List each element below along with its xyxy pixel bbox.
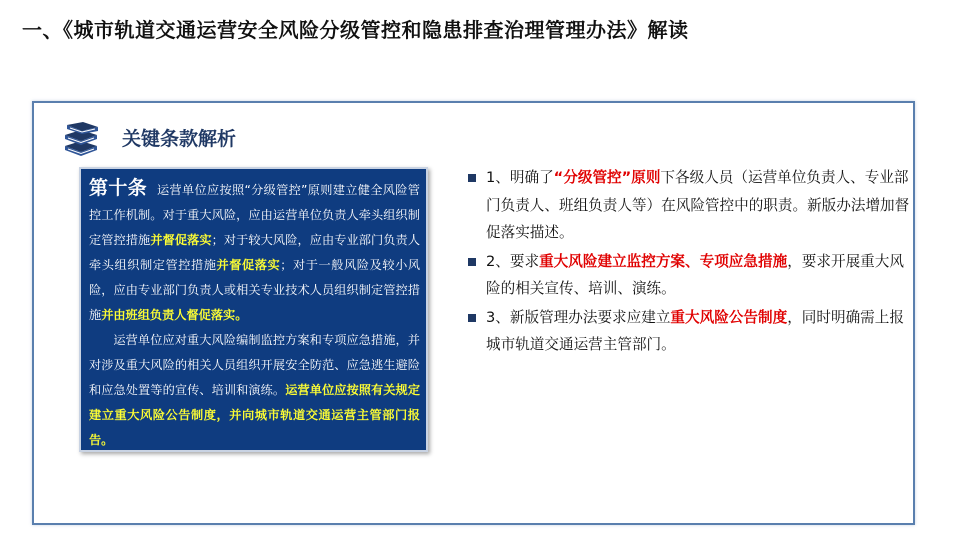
square-bullet-icon — [468, 174, 476, 182]
point-emphasis: 重大风险公告制度 — [670, 308, 788, 326]
clause-paragraph-1 — [89, 176, 420, 328]
point-text: 3、新版管理办法要求应建立 — [486, 308, 671, 326]
point-text: ，要求开展重大风险的相关宣传、培训、演练。 — [486, 252, 904, 297]
key-point-3 — [468, 304, 912, 359]
clause-highlight: 运营单位应按照有关规定建立重大风险公告制度，并向城市轨道交通运营主管部门报告。 — [89, 383, 421, 447]
clause-p1-0: 运营单位应按照“分级管控”原则建立健全风险管控工作机制。对于重大风险，应由运营单位负责人牵头组织制定管控措施 — [89, 183, 420, 247]
point-text: 下各级人员（运营单位负责人、专业部门负责人、班组负责人等）在风险管控中的职责。新版办法增加督促落实描述。 — [486, 169, 910, 241]
clause-highlight: 并督促落实 — [216, 258, 281, 272]
key-points-list — [468, 164, 912, 360]
point-text: 2、要求 — [486, 252, 540, 270]
clause-p1-4: ；对于一般风险及较小风险，应由专业部门负责人或相关专业技术人员组织制定管控措施 — [89, 258, 421, 322]
key-point-2 — [468, 248, 912, 303]
clause-p1-2: ；对于较大风险，应由专业部门负责人牵头组织制定管控措施 — [89, 233, 421, 272]
point-text: ，同时明确需上报城市轨道交通运营主管部门。 — [486, 308, 904, 353]
point-emphasis: 重大风险建立监控方案、专项应急措施 — [539, 252, 788, 270]
key-point-1 — [468, 164, 912, 247]
clause-paragraph-2 — [89, 328, 420, 452]
clause-box — [79, 167, 428, 452]
point-text: 1、明确了 — [486, 169, 554, 186]
clause-highlight: 并由班组负责人督促落实。 — [101, 308, 248, 322]
point-emphasis: “分级管控”原则 — [553, 169, 661, 186]
clause-highlight: 并督促落实 — [150, 233, 212, 247]
section-heading: 关键条款解析 — [122, 128, 237, 150]
slide-title: 一、《城市轨道交通运营安全风险分级管控和隐患排查治理管理办法》解读 — [22, 18, 689, 42]
clause-number: 第十条 — [89, 177, 147, 199]
square-bullet-icon — [468, 258, 476, 266]
square-bullet-icon — [468, 314, 476, 322]
clause-p2-0: 运营单位应对重大风险编制监控方案和专项应急措施，并对涉及重大风险的相关人员组织开展安全防范、应急逃生避险和应急处置等的宣传、培训和演练。 — [89, 333, 420, 397]
books-stack-icon — [62, 122, 100, 156]
